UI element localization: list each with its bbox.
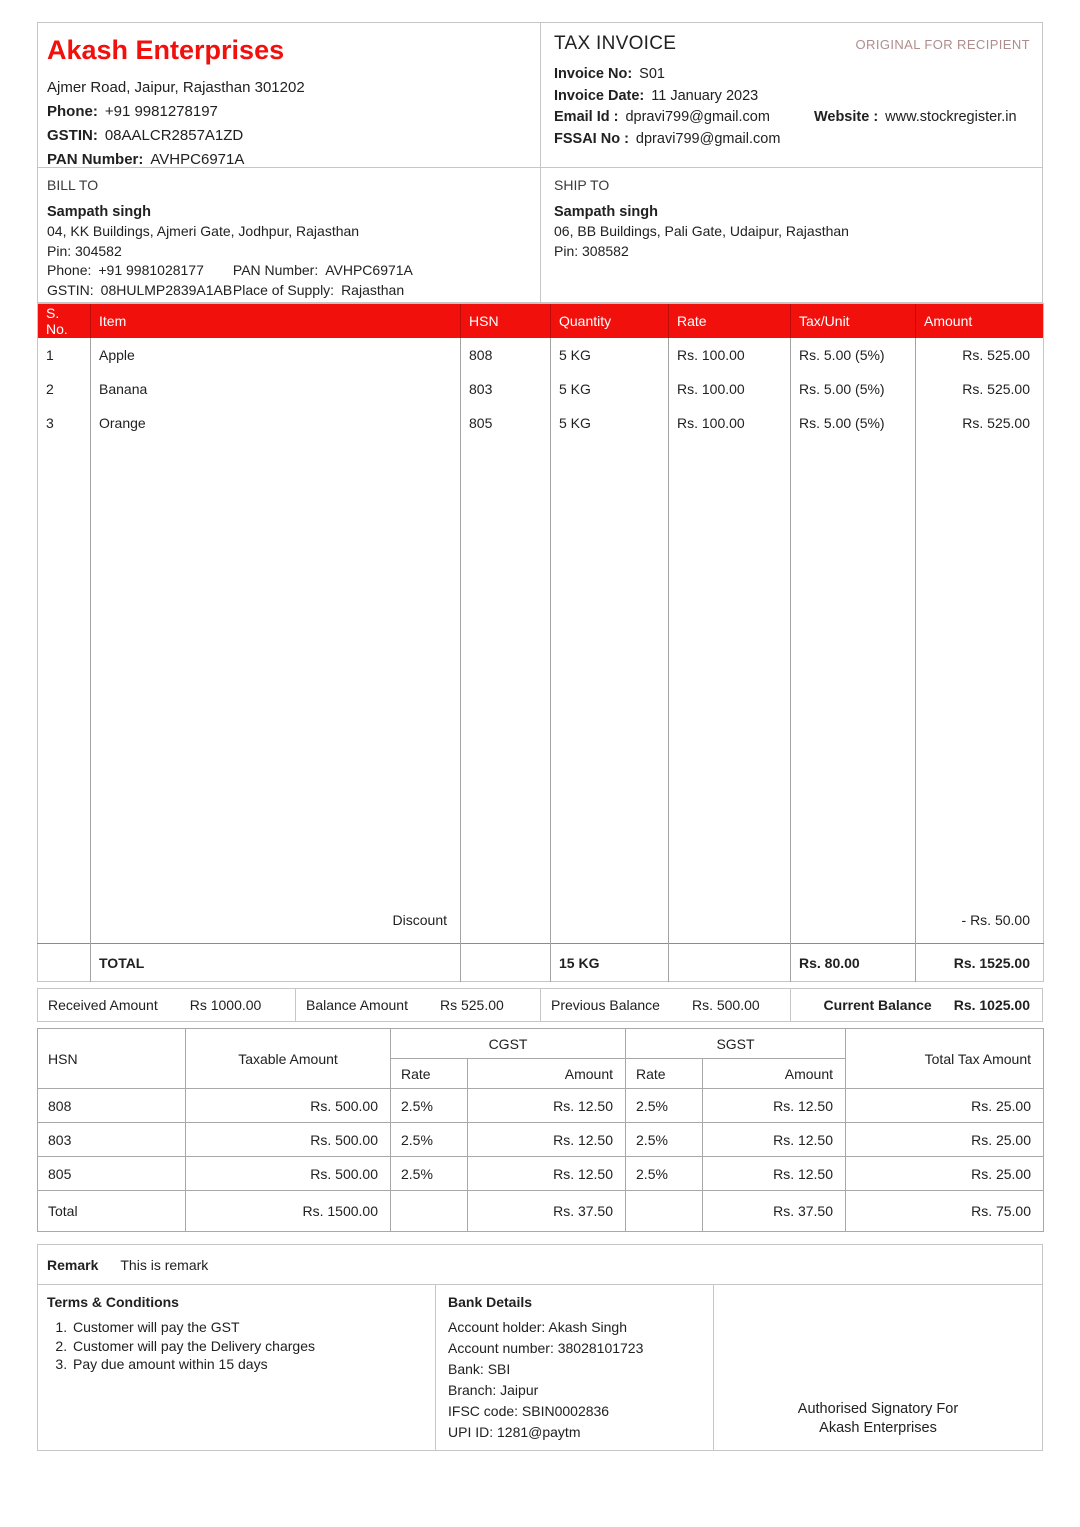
invoice-title-row (554, 33, 1030, 55)
bill-to-gstin: GSTIN: 08HULMP2839A1AB (47, 281, 233, 298)
item-amount: Rs. 525.00 (962, 346, 1030, 363)
sgst-rate-header: Rate (626, 1059, 703, 1089)
tax-taxable: Rs. 500.00 (186, 1157, 391, 1191)
current-balance-label: Current Balance (823, 997, 932, 1013)
invoice-no-value: S01 (639, 66, 665, 82)
cgst-amount: Rs. 12.50 (468, 1089, 626, 1123)
ship-to-section (541, 168, 1042, 302)
current-balance-value: Rs. 1025.00 (953, 997, 1030, 1013)
sgst-amount: Rs. 12.50 (703, 1089, 846, 1123)
company-pan-value: AVHPC6971A (150, 151, 245, 168)
items-table-header (38, 304, 1044, 338)
invoice-header (541, 23, 1042, 167)
signatory-line2: Akash Enterprises (819, 1420, 937, 1436)
bill-to-heading: BILL TO (47, 177, 99, 193)
copy-type-label: ORIGINAL FOR RECIPIENT (855, 36, 1030, 52)
bank-details-section (436, 1285, 714, 1450)
invoice-no-line (554, 64, 1030, 86)
item-sno: 3 (38, 406, 91, 440)
email-value: dpravi799@gmail.com (625, 109, 770, 125)
website-value: www.stockregister.in (885, 109, 1017, 125)
item-row (38, 338, 1044, 372)
item-rate: Rs. 100.00 (669, 338, 791, 372)
tax-row (38, 1123, 1044, 1157)
header-hsn: HSN (461, 304, 551, 338)
bill-to-phone: Phone: +91 9981028177 (47, 262, 204, 278)
terms-item: 1. Customer will pay the GST (71, 1318, 425, 1337)
bill-to-pin: Pin: 304582 (47, 242, 122, 259)
items-total-amount: Rs. 1525.00 (916, 944, 1044, 982)
terms-heading: Terms & Conditions (47, 1294, 179, 1310)
bank-account-holder: Account holder: Akash Singh (448, 1319, 628, 1335)
header-sno: S. No. (38, 304, 91, 338)
footer-columns (38, 1285, 1042, 1450)
bank-name: Bank: SBI (448, 1361, 511, 1377)
terms-list (47, 1318, 425, 1374)
balance-amount-cell (296, 989, 541, 1021)
email-label: Email Id : (554, 109, 619, 125)
invoice-no-label: Invoice No: (554, 66, 633, 82)
received-amount-value: Rs 1000.00 (189, 997, 262, 1013)
company-address: Ajmer Road, Jaipur, Rajasthan 301202 (47, 79, 305, 96)
cgst-rate: 2.5% (391, 1123, 468, 1157)
bill-to-section (38, 168, 541, 302)
item-qty: 5 KG (551, 372, 669, 406)
header-quantity: Quantity (551, 304, 669, 338)
item-hsn: 808 (461, 338, 551, 372)
previous-balance-cell (541, 989, 791, 1021)
payment-summary-bar (37, 988, 1043, 1022)
tax-table-header (38, 1029, 1044, 1089)
company-phone-value: +91 9981278197 (104, 103, 218, 120)
tax-summary-table (37, 1028, 1044, 1232)
item-hsn: 803 (461, 372, 551, 406)
header-amount: Amount (916, 304, 1044, 338)
cgst-rate-header: Rate (391, 1059, 468, 1089)
item-tax: Rs. 5.00 (5%) (791, 338, 916, 372)
tax-total: Rs. 25.00 (846, 1123, 1044, 1157)
company-pan-label: PAN Number: (47, 151, 144, 168)
item-amount: Rs. 525.00 (962, 380, 1030, 397)
ship-to-pin: Pin: 308582 (554, 242, 629, 259)
invoice-date-label: Invoice Date: (554, 87, 645, 104)
items-total-qty: 15 KG (551, 944, 669, 982)
cgst-amount-header: Amount (468, 1059, 626, 1089)
ship-to-address: 06, BB Buildings, Pali Gate, Udaipur, Rajasthan (554, 223, 849, 239)
bill-to-address: 04, KK Buildings, Ajmeri Gate, Jodhpur, Rajasthan (47, 223, 360, 239)
company-gstin-line (47, 124, 528, 148)
header-rate: Rate (669, 304, 791, 338)
tax-total: Rs. 25.00 (846, 1089, 1044, 1123)
item-row (38, 406, 1044, 440)
items-spacer-row (38, 440, 1044, 904)
header-item: Item (91, 304, 461, 338)
item-name: Orange (91, 406, 461, 440)
cgst-rate: 2.5% (391, 1157, 468, 1191)
company-header (38, 23, 541, 167)
item-rate: Rs. 100.00 (669, 406, 791, 440)
cgst-amount: Rs. 12.50 (468, 1123, 626, 1157)
bank-account-number: Account number: 38028101723 (448, 1340, 644, 1356)
terms-section (38, 1285, 436, 1450)
tax-row (38, 1157, 1044, 1191)
tax-total: Rs. 25.00 (846, 1157, 1044, 1191)
remark-row (38, 1245, 1042, 1285)
tax-total-label: Total (38, 1191, 186, 1232)
invoice-title: TAX INVOICE (554, 33, 677, 54)
header-section (37, 22, 1043, 168)
invoice-date-line (554, 86, 1030, 108)
item-hsn: 805 (461, 406, 551, 440)
item-rate: Rs. 100.00 (669, 372, 791, 406)
sgst-amount: Rs. 12.50 (703, 1157, 846, 1191)
received-amount-cell (38, 989, 296, 1021)
remark-text: This is remark (120, 1256, 209, 1273)
tax-header-taxable: Taxable Amount (186, 1029, 391, 1089)
previous-balance-label: Previous Balance (551, 997, 660, 1013)
balance-amount-label: Balance Amount (306, 997, 408, 1013)
tax-total-taxable: Rs. 1500.00 (186, 1191, 391, 1232)
bill-to-pan: PAN Number: AVHPC6971A (232, 262, 413, 278)
bank-branch: Branch: Jaipur (448, 1382, 539, 1398)
signature-section (714, 1285, 1042, 1450)
bill-ship-section (37, 168, 1043, 303)
invoice-date-value: 11 January 2023 (651, 87, 759, 104)
discount-amount: - Rs. 50.00 (961, 911, 1030, 928)
fssai-label: FSSAI No : (554, 130, 629, 147)
items-total-tax: Rs. 80.00 (791, 944, 916, 982)
bank-details-heading: Bank Details (448, 1294, 533, 1310)
item-qty: 5 KG (551, 406, 669, 440)
website-label: Website : (813, 109, 879, 125)
company-name: Akash Enterprises (47, 35, 285, 65)
sgst-rate: 2.5% (626, 1123, 703, 1157)
place-of-supply: Place of Supply: Rajasthan (232, 281, 405, 298)
signatory-line1: Authorised Signatory For (797, 1401, 959, 1417)
item-tax: Rs. 5.00 (5%) (791, 406, 916, 440)
terms-item: 2. Customer will pay the Delivery charges (71, 1337, 425, 1356)
item-tax: Rs. 5.00 (5%) (791, 372, 916, 406)
tax-taxable: Rs. 500.00 (186, 1123, 391, 1157)
tax-header-hsn: HSN (38, 1029, 186, 1089)
tax-grand-total: Rs. 75.00 (846, 1191, 1044, 1232)
items-total-label: TOTAL (91, 944, 461, 982)
tax-row (38, 1089, 1044, 1123)
ship-to-name: Sampath singh (554, 204, 658, 220)
item-qty: 5 KG (551, 338, 669, 372)
current-balance-cell (791, 989, 1042, 1021)
tax-total-row (38, 1191, 1044, 1232)
bank-ifsc: IFSC code: SBIN0002836 (448, 1403, 610, 1419)
tax-taxable: Rs. 500.00 (186, 1089, 391, 1123)
remark-box (37, 1244, 1043, 1451)
terms-item: 3. Pay due amount within 15 days (71, 1355, 425, 1374)
company-phone-label: Phone: (47, 103, 98, 120)
sgst-rate: 2.5% (626, 1089, 703, 1123)
item-name: Banana (91, 372, 461, 406)
items-table (37, 303, 1044, 982)
bill-to-gstin-pos-line (47, 281, 528, 301)
company-gstin-label: GSTIN: (47, 127, 98, 144)
balance-amount-value: Rs 525.00 (439, 997, 504, 1013)
discount-label: Discount (91, 904, 461, 944)
tax-header-total: Total Tax Amount (846, 1029, 1044, 1089)
cgst-amount: Rs. 12.50 (468, 1157, 626, 1191)
invoice-page (37, 0, 1043, 1451)
website-pair (814, 109, 1017, 125)
item-amount: Rs. 525.00 (962, 414, 1030, 431)
item-sno: 2 (38, 372, 91, 406)
bank-upi: UPI ID: 1281@paytm (448, 1424, 581, 1440)
received-amount-label: Received Amount (48, 997, 158, 1013)
previous-balance-value: Rs. 500.00 (691, 997, 760, 1013)
bill-to-phone-pan-line (47, 261, 528, 281)
invoice-fssai-line (554, 129, 1030, 151)
sgst-amount: Rs. 12.50 (703, 1123, 846, 1157)
discount-row (38, 904, 1044, 944)
tax-header-sgst: SGST (626, 1029, 846, 1059)
items-total-row (38, 944, 1044, 982)
item-row (38, 372, 1044, 406)
remark-label: Remark (47, 1256, 99, 1273)
fssai-value: dpravi799@gmail.com (635, 130, 781, 147)
ship-to-heading: SHIP TO (554, 177, 610, 193)
sgst-rate: 2.5% (626, 1157, 703, 1191)
authorised-signatory (714, 1400, 1042, 1438)
tax-hsn: 803 (38, 1123, 186, 1157)
item-name: Apple (91, 338, 461, 372)
tax-header-cgst: CGST (391, 1029, 626, 1059)
invoice-email-line (554, 107, 1030, 129)
company-phone-line (47, 100, 528, 124)
tax-total-cgst: Rs. 37.50 (468, 1191, 626, 1232)
cgst-rate: 2.5% (391, 1089, 468, 1123)
header-tax-unit: Tax/Unit (791, 304, 916, 338)
tax-hsn: 808 (38, 1089, 186, 1123)
tax-hsn: 805 (38, 1157, 186, 1191)
tax-total-sgst: Rs. 37.50 (703, 1191, 846, 1232)
item-sno: 1 (38, 338, 91, 372)
sgst-amount-header: Amount (703, 1059, 846, 1089)
company-gstin-value: 08AALCR2857A1ZD (104, 127, 244, 144)
bill-to-name: Sampath singh (47, 204, 151, 220)
